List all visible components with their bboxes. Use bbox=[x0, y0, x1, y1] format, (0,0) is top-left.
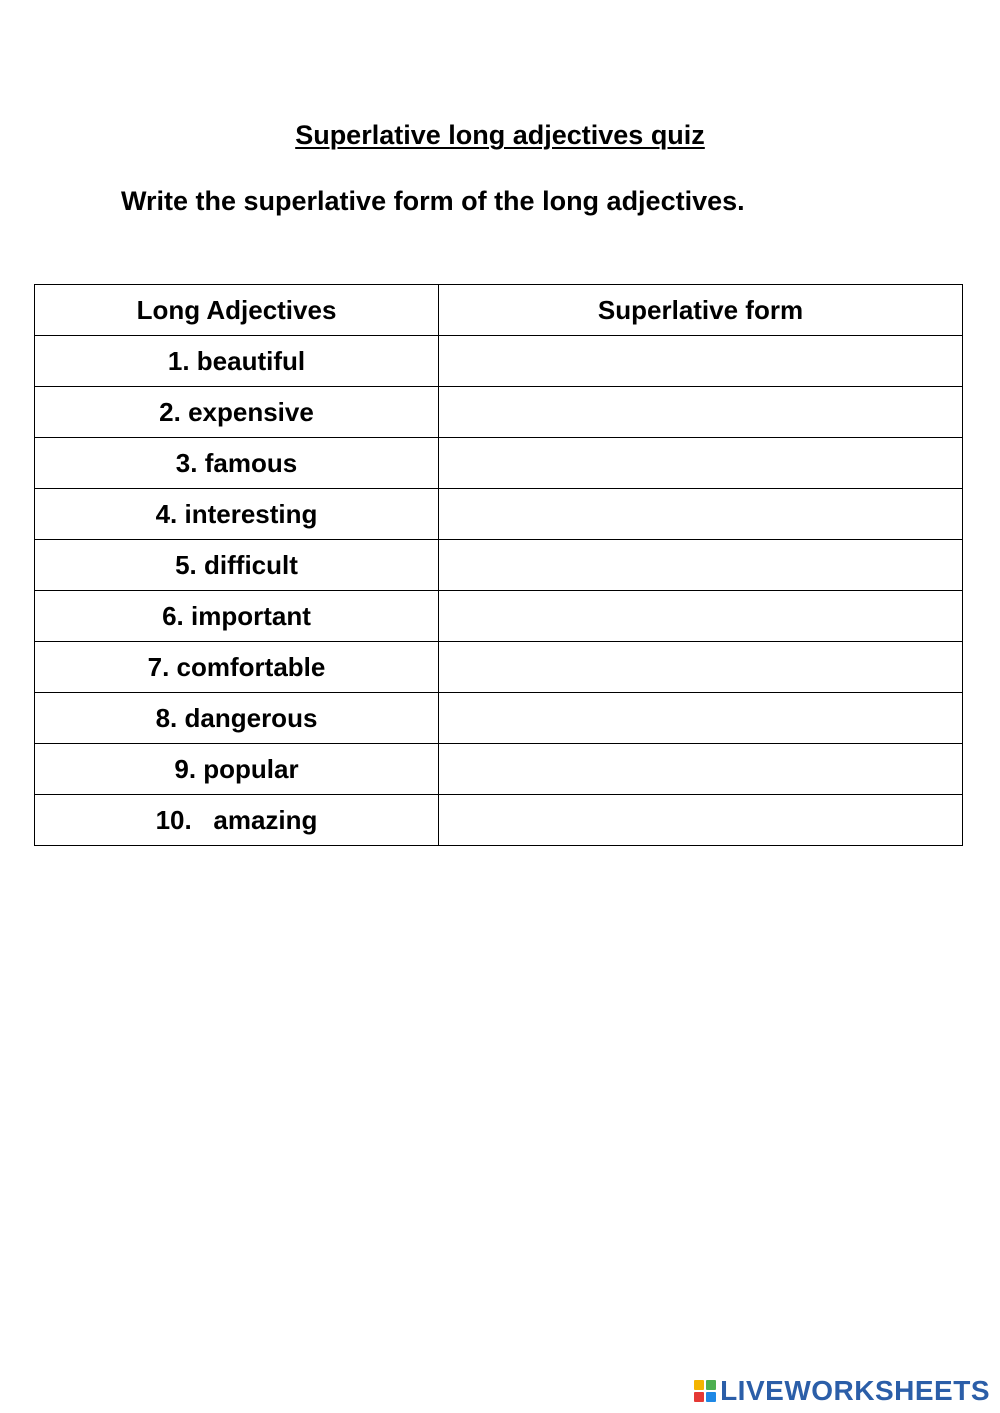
logo-square bbox=[706, 1380, 716, 1390]
table-row bbox=[35, 336, 963, 387]
item-number: 10. bbox=[155, 804, 192, 835]
column-header-superlative-form: Superlative form bbox=[439, 285, 963, 336]
worksheet-instruction: Write the superlative form of the long adjectives. bbox=[121, 186, 745, 216]
adjective-word: difficult bbox=[204, 549, 298, 580]
adjective-cell bbox=[35, 642, 439, 693]
table-row bbox=[35, 744, 963, 795]
answer-field[interactable] bbox=[439, 540, 963, 591]
logo-square bbox=[694, 1392, 704, 1402]
item-number: 1. bbox=[167, 345, 190, 376]
adjective-word: popular bbox=[203, 753, 299, 784]
adjective-word: important bbox=[191, 600, 311, 631]
adjective-cell bbox=[35, 693, 439, 744]
table-row bbox=[35, 795, 963, 846]
answer-field[interactable] bbox=[439, 744, 963, 795]
adjective-word: interesting bbox=[184, 498, 318, 529]
table-row bbox=[35, 540, 963, 591]
table-row bbox=[35, 387, 963, 438]
adjective-cell bbox=[35, 591, 439, 642]
item-number: 2. bbox=[159, 396, 181, 427]
adjective-cell bbox=[35, 438, 439, 489]
adjective-word: famous bbox=[204, 447, 298, 478]
item-number: 9. bbox=[174, 753, 197, 784]
liveworksheets-logo-icon bbox=[694, 1380, 716, 1402]
answer-field[interactable] bbox=[439, 387, 963, 438]
liveworksheets-logo bbox=[694, 1375, 990, 1407]
adjective-cell bbox=[35, 795, 439, 846]
adjective-word: amazing bbox=[213, 804, 318, 835]
answer-field[interactable] bbox=[439, 438, 963, 489]
adjective-cell bbox=[35, 744, 439, 795]
worksheet-title: Superlative long adjectives quiz bbox=[295, 120, 705, 150]
item-number: 5. bbox=[175, 549, 197, 580]
logo-square bbox=[694, 1380, 704, 1390]
table-header-row bbox=[35, 285, 963, 336]
answer-field[interactable] bbox=[439, 591, 963, 642]
table-row bbox=[35, 591, 963, 642]
item-number: 4. bbox=[155, 498, 178, 529]
adjective-word: comfortable bbox=[176, 651, 326, 682]
adjective-word: beautiful bbox=[196, 345, 306, 376]
answer-field[interactable] bbox=[439, 336, 963, 387]
column-header-long-adjectives: Long Adjectives bbox=[35, 285, 439, 336]
item-number: 6. bbox=[162, 600, 184, 631]
adjective-cell bbox=[35, 336, 439, 387]
answer-field[interactable] bbox=[439, 489, 963, 540]
adjective-word: expensive bbox=[188, 396, 314, 427]
adjective-cell bbox=[35, 489, 439, 540]
item-number: 7. bbox=[147, 651, 170, 682]
adjective-word: dangerous bbox=[184, 702, 318, 733]
logo-text: LIVEWORKSHEETS bbox=[720, 1375, 990, 1406]
adjective-cell bbox=[35, 387, 439, 438]
adjective-cell bbox=[35, 540, 439, 591]
answer-field[interactable] bbox=[439, 642, 963, 693]
adjectives-table bbox=[34, 284, 963, 846]
table-row bbox=[35, 642, 963, 693]
table-row bbox=[35, 489, 963, 540]
logo-square bbox=[706, 1392, 716, 1402]
item-number: 3. bbox=[175, 447, 198, 478]
answer-field[interactable] bbox=[439, 795, 963, 846]
item-number: 8. bbox=[155, 702, 178, 733]
table-row bbox=[35, 693, 963, 744]
table-row bbox=[35, 438, 963, 489]
answer-field[interactable] bbox=[439, 693, 963, 744]
